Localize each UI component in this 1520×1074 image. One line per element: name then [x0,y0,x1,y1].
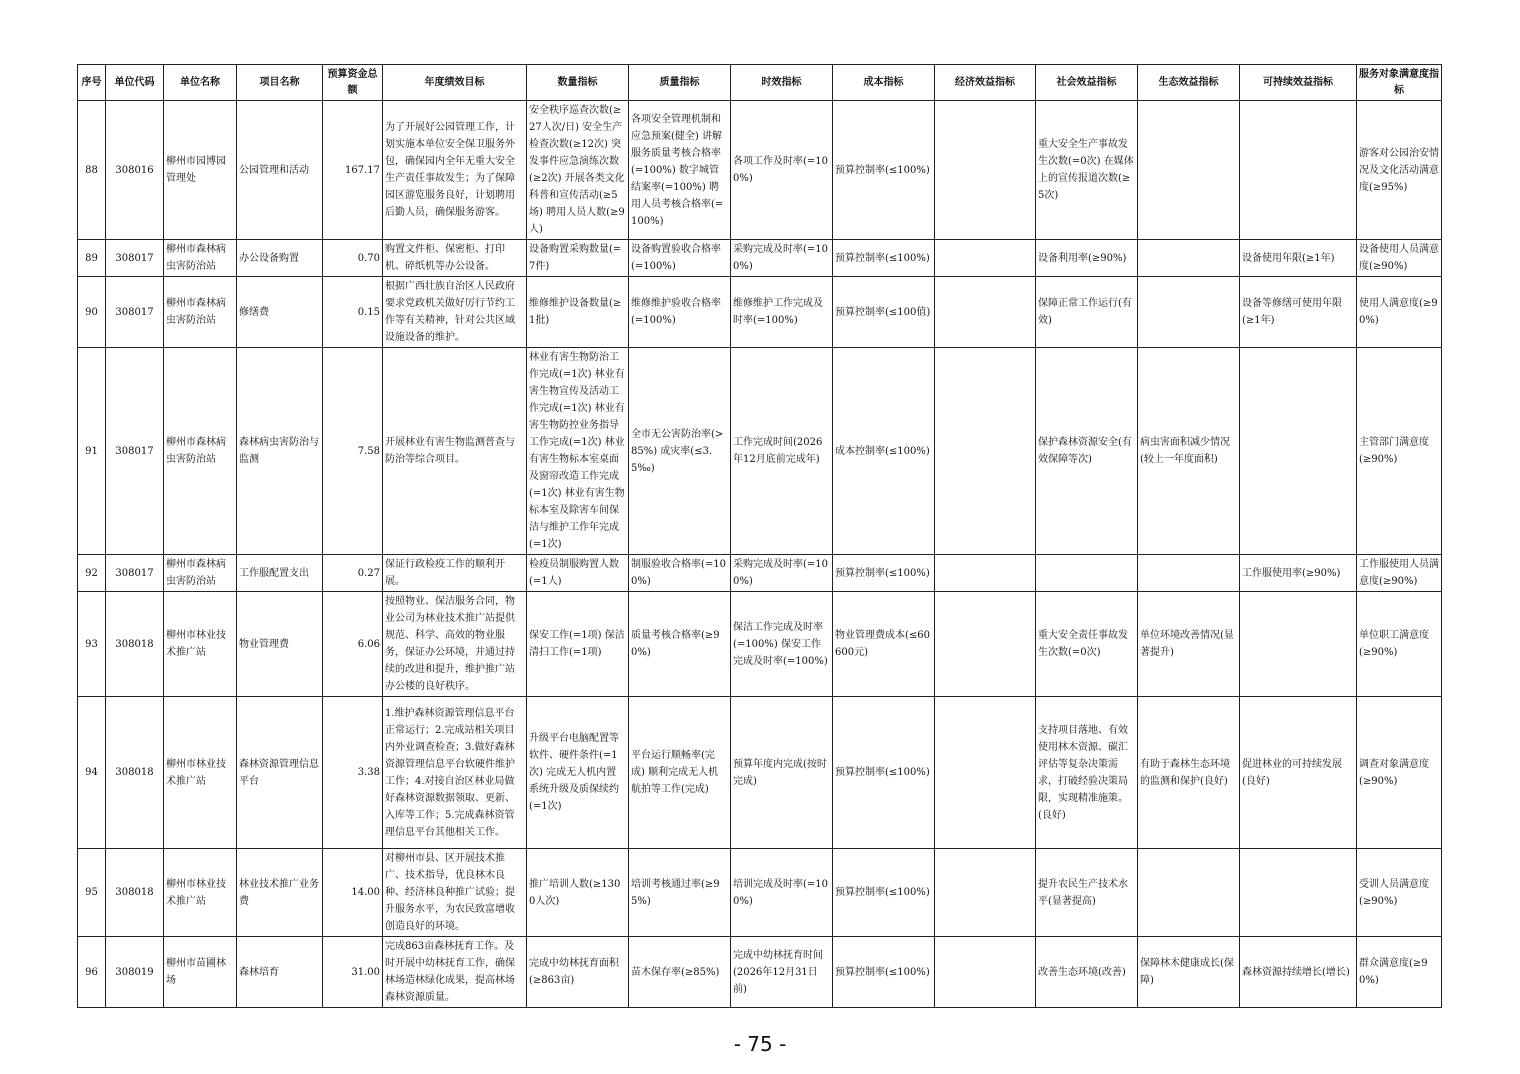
social-benefit-cell: 重大安全生产事故发生次数(=0次) 在媒体上的宣传报道次数(≥5次) [1036,101,1138,240]
satisfaction-indicator-cell: 工作服使用人员满意度(≥90%) [1357,555,1442,592]
timeliness-indicator-cell: 完成中幼林抚育时间(2026年12月31日前) [731,937,833,1008]
table-row [78,937,1442,1008]
budget-amount-cell: 167.17 [323,101,383,240]
ecological-benefit-cell [1138,849,1240,937]
satisfaction-indicator-cell: 主管部门满意度(≥90%) [1357,348,1442,555]
row-number-cell: 92 [78,555,106,592]
satisfaction-indicator-cell: 调查对象满意度(≥90%) [1357,697,1442,849]
budget-amount-cell: 0.70 [323,240,383,277]
satisfaction-indicator-cell: 受训人员满意度(≥90%) [1357,849,1442,937]
row-number-cell: 89 [78,240,106,277]
budget-amount-cell: 3.38 [323,697,383,849]
quality-indicator-cell: 质量考核合格率(≥90%) [629,592,731,697]
page-number: - 75 - [733,1032,787,1056]
table-row [78,348,1442,555]
unit-code-cell: 308019 [106,937,164,1008]
row-number-cell: 88 [78,101,106,240]
satisfaction-indicator-cell: 群众满意度(≥90%) [1357,937,1442,1008]
unit-name-cell: 柳州市苗圃林场 [164,937,237,1008]
ecological-benefit-cell [1138,277,1240,348]
economic-benefit-cell [935,592,1036,697]
unit-name-cell: 柳州市森林病虫害防治站 [164,348,237,555]
table-body [78,101,1442,1008]
annual-goal-cell: 为了开展好公园管理工作，计划实施本单位安全保卫服务外包，确保园内全年无重大安全生产责任事故发生；为了保障园区游览服务良好，计划聘用后勤人员，确保服务游客。 [383,101,527,240]
quality-indicator-cell: 制服验收合格率(=100%) [629,555,731,592]
ecological-benefit-cell: 有助于森林生态环境的监测和保护(良好) [1138,697,1240,849]
column-header: 经济效益指标 [935,65,1036,101]
unit-code-cell: 308017 [106,555,164,592]
project-name-cell: 工作服配置支出 [237,555,323,592]
quantity-indicator-cell: 维修维护设备数量(≥1批) [527,277,629,348]
cost-indicator-cell: 预算控制率(≤100值) [833,277,935,348]
social-benefit-cell: 改善生态环境(改善) [1036,937,1138,1008]
timeliness-indicator-cell: 各项工作及时率(=100%) [731,101,833,240]
timeliness-indicator-cell: 维修维护工作完成及时率(=100%) [731,277,833,348]
column-header: 成本指标 [833,65,935,101]
budget-amount-cell: 0.27 [323,555,383,592]
quality-indicator-cell: 培训考核通过率(≥95%) [629,849,731,937]
quality-indicator-cell: 各项安全管理机制和应急预案(健全) 讲解服务质量考核合格率(=100%) 数字城管结案率(=100%) 聘用人员考核合格率(=100%) [629,101,731,240]
table-row [78,277,1442,348]
row-number-cell: 90 [78,277,106,348]
column-header: 单位名称 [164,65,237,101]
project-name-cell: 办公设备购置 [237,240,323,277]
column-header: 生态效益指标 [1138,65,1240,101]
unit-name-cell: 柳州市林业技术推广站 [164,697,237,849]
timeliness-indicator-cell: 采购完成及时率(=100%) [731,240,833,277]
unit-code-cell: 308018 [106,697,164,849]
cost-indicator-cell: 预算控制率(≤100%) [833,937,935,1008]
table-row [78,592,1442,697]
satisfaction-indicator-cell: 单位职工满意度(≥90%) [1357,592,1442,697]
project-name-cell: 森林病虫害防治与监测 [237,348,323,555]
sustainability-benefit-cell [1240,101,1357,240]
quantity-indicator-cell: 推广培训人数(≥1300人次) [527,849,629,937]
column-header: 时效指标 [731,65,833,101]
timeliness-indicator-cell: 保洁工作完成及时率(=100%) 保安工作完成及时率(=100%) [731,592,833,697]
table-row [78,555,1442,592]
project-name-cell: 森林资源管理信息平台 [237,697,323,849]
annual-goal-cell: 1.维护森林资源管理信息平台正常运行；2.完成站相关项目内外业调查检查；3.做好森林资源管理信息平台软硬件维护工作；4.对接自治区林业局做好森林资源数据领取、更新、入库等工作；5.完成森林资管理信息平台其他相关工作。 [383,697,527,849]
quantity-indicator-cell: 检疫员制服购置人数(=1人) [527,555,629,592]
cost-indicator-cell: 成本控制率(≤100%) [833,348,935,555]
economic-benefit-cell [935,849,1036,937]
cost-indicator-cell: 预算控制率(≤100%) [833,697,935,849]
ecological-benefit-cell [1138,555,1240,592]
unit-code-cell: 308018 [106,592,164,697]
quality-indicator-cell: 维修维护验收合格率(=100%) [629,277,731,348]
annual-goal-cell: 购置文件柜、保密柜、打印机、碎纸机等办公设备。 [383,240,527,277]
social-benefit-cell: 设备利用率(≥90%) [1036,240,1138,277]
ecological-benefit-cell [1138,240,1240,277]
quantity-indicator-cell: 完成中幼林抚育面积(≥863亩) [527,937,629,1008]
budget-amount-cell: 31.00 [323,937,383,1008]
sustainability-benefit-cell: 森林资源持续增长(增长) [1240,937,1357,1008]
ecological-benefit-cell: 保障林木健康成长(保障) [1138,937,1240,1008]
unit-name-cell: 柳州市林业技术推广站 [164,849,237,937]
economic-benefit-cell [935,101,1036,240]
cost-indicator-cell: 预算控制率(≤100%) [833,849,935,937]
budget-amount-cell: 7.58 [323,348,383,555]
column-header: 预算资金总额 [323,65,383,101]
sustainability-benefit-cell [1240,849,1357,937]
cost-indicator-cell: 预算控制率(≤100%) [833,240,935,277]
column-header: 年度绩效目标 [383,65,527,101]
table-row [78,101,1442,240]
annual-goal-cell: 开展林业有害生物监测普查与防治等综合项目。 [383,348,527,555]
timeliness-indicator-cell: 培训完成及时率(=100%) [731,849,833,937]
economic-benefit-cell [935,555,1036,592]
unit-name-cell: 柳州市森林病虫害防治站 [164,277,237,348]
quantity-indicator-cell: 林业有害生物防治工作完成(=1次) 林业有害生物宣传及活动工作完成(=1次) 林业有害生物防控业务指导工作完成(=1次) 林业有害生物标本室桌面及窗帘改造工作完成(=1次) 林业有害生物标本室及除害车间保洁与维护工作年完成(=1次) [527,348,629,555]
column-header: 社会效益指标 [1036,65,1138,101]
quantity-indicator-cell: 设备购置采购数量(=7件) [527,240,629,277]
column-header: 单位代码 [106,65,164,101]
table-row [78,849,1442,937]
table-row [78,240,1442,277]
economic-benefit-cell [935,937,1036,1008]
column-header: 序号 [78,65,106,101]
sustainability-benefit-cell: 设备等修缮可使用年限(≥1年) [1240,277,1357,348]
social-benefit-cell: 保护森林资源安全(有效保障等次) [1036,348,1138,555]
unit-name-cell: 柳州市森林病虫害防治站 [164,240,237,277]
unit-code-cell: 308016 [106,101,164,240]
cost-indicator-cell: 物业管理费成本(≤60600元) [833,592,935,697]
cost-indicator-cell: 预算控制率(≤100%) [833,101,935,240]
annual-goal-cell: 保证行政检疫工作的顺利开展。 [383,555,527,592]
economic-benefit-cell [935,240,1036,277]
column-header: 服务对象满意度指标 [1357,65,1442,101]
project-name-cell: 公园管理和活动 [237,101,323,240]
social-benefit-cell: 保障正常工作运行(有效) [1036,277,1138,348]
ecological-benefit-cell [1138,101,1240,240]
performance-table [77,64,1442,1008]
ecological-benefit-cell: 单位环境改善情况(显著提升) [1138,592,1240,697]
social-benefit-cell: 支持项目落地、有效使用林木资源、碳汇评估等复杂决策需求，打破经验决策局限，实现精准施策。(良好) [1036,697,1138,849]
economic-benefit-cell [935,697,1036,849]
quantity-indicator-cell: 保安工作(=1项) 保洁清扫工作(=1项) [527,592,629,697]
project-name-cell: 物业管理费 [237,592,323,697]
project-name-cell: 林业技术推广业务费 [237,849,323,937]
header-row [78,65,1442,101]
budget-amount-cell: 14.00 [323,849,383,937]
quality-indicator-cell: 苗木保存率(≥85%) [629,937,731,1008]
sustainability-benefit-cell [1240,592,1357,697]
annual-goal-cell: 完成863亩森林抚育工作。及时开展中幼林抚育工作，确保林场造林绿化成果，提高林场森林资源质量。 [383,937,527,1008]
quality-indicator-cell: 平台运行顺畅率(完成) 顺利完成无人机航拍等工作(完成) [629,697,731,849]
unit-code-cell: 308018 [106,849,164,937]
row-number-cell: 94 [78,697,106,849]
satisfaction-indicator-cell: 游客对公园治安情况及文化活动满意度(≥95%) [1357,101,1442,240]
social-benefit-cell: 重大安全责任事故发生次数(=0次) [1036,592,1138,697]
unit-code-cell: 308017 [106,277,164,348]
project-name-cell: 修缮费 [237,277,323,348]
ecological-benefit-cell: 病虫害面积减少情况(较上一年度面积) [1138,348,1240,555]
timeliness-indicator-cell: 工作完成时间(2026年12月底前完成年) [731,348,833,555]
column-header: 项目名称 [237,65,323,101]
sustainability-benefit-cell: 设备使用年限(≥1年) [1240,240,1357,277]
quantity-indicator-cell: 升级平台电脑配置等软件、硬件条件(=1次) 完成无人机内置系统升级及质保续约(=1次) [527,697,629,849]
annual-goal-cell: 按照物业、保洁服务合同，物业公司为林业技术推广站提供规范、科学、高效的物业服务，保证办公环境，并通过持续的改进和提升，维护推广站办公楼的良好秩序。 [383,592,527,697]
annual-goal-cell: 根据广西壮族自治区人民政府要求党政机关做好厉行节约工作等有关精神，针对公共区域设施设备的维护。 [383,277,527,348]
economic-benefit-cell [935,348,1036,555]
sustainability-benefit-cell: 促进林业的可持续发展(良好) [1240,697,1357,849]
quality-indicator-cell: 全市无公害防治率(>85%) 成灾率(≤3.5‰) [629,348,731,555]
satisfaction-indicator-cell: 使用人满意度(≥90%) [1357,277,1442,348]
project-name-cell: 森林培育 [237,937,323,1008]
economic-benefit-cell [935,277,1036,348]
column-header: 数量指标 [527,65,629,101]
timeliness-indicator-cell: 预算年度内完成(按时完成) [731,697,833,849]
column-header: 可持续效益指标 [1240,65,1357,101]
quality-indicator-cell: 设备购置验收合格率(=100%) [629,240,731,277]
social-benefit-cell: 提升农民生产技术水平(显著提高) [1036,849,1138,937]
sustainability-benefit-cell: 工作服使用率(≥90%) [1240,555,1357,592]
timeliness-indicator-cell: 采购完成及时率(=100%) [731,555,833,592]
unit-code-cell: 308017 [106,348,164,555]
quantity-indicator-cell: 安全秩序巡查次数(≥27人次/日) 安全生产检查次数(≥12次) 突发事件应急演练次数(≥2次) 开展各类文化科普和宣传活动(≥5场) 聘用人员人数(≥9人) [527,101,629,240]
unit-name-cell: 柳州市森林病虫害防治站 [164,555,237,592]
cost-indicator-cell: 预算控制率(≤100%) [833,555,935,592]
budget-amount-cell: 0.15 [323,277,383,348]
row-number-cell: 93 [78,592,106,697]
row-number-cell: 96 [78,937,106,1008]
row-number-cell: 95 [78,849,106,937]
unit-name-cell: 柳州市林业技术推广站 [164,592,237,697]
satisfaction-indicator-cell: 设备使用人员满意度(≥90%) [1357,240,1442,277]
table-row [78,697,1442,849]
column-header: 质量指标 [629,65,731,101]
row-number-cell: 91 [78,348,106,555]
unit-name-cell: 柳州市园博园管理处 [164,101,237,240]
annual-goal-cell: 对柳州市县、区开展技术推广、技术指导，优良林木良种、经济林良种推广试验；提升服务水平，为农民致富增收创造良好的环境。 [383,849,527,937]
sustainability-benefit-cell [1240,348,1357,555]
budget-amount-cell: 6.06 [323,592,383,697]
social-benefit-cell [1036,555,1138,592]
unit-code-cell: 308017 [106,240,164,277]
